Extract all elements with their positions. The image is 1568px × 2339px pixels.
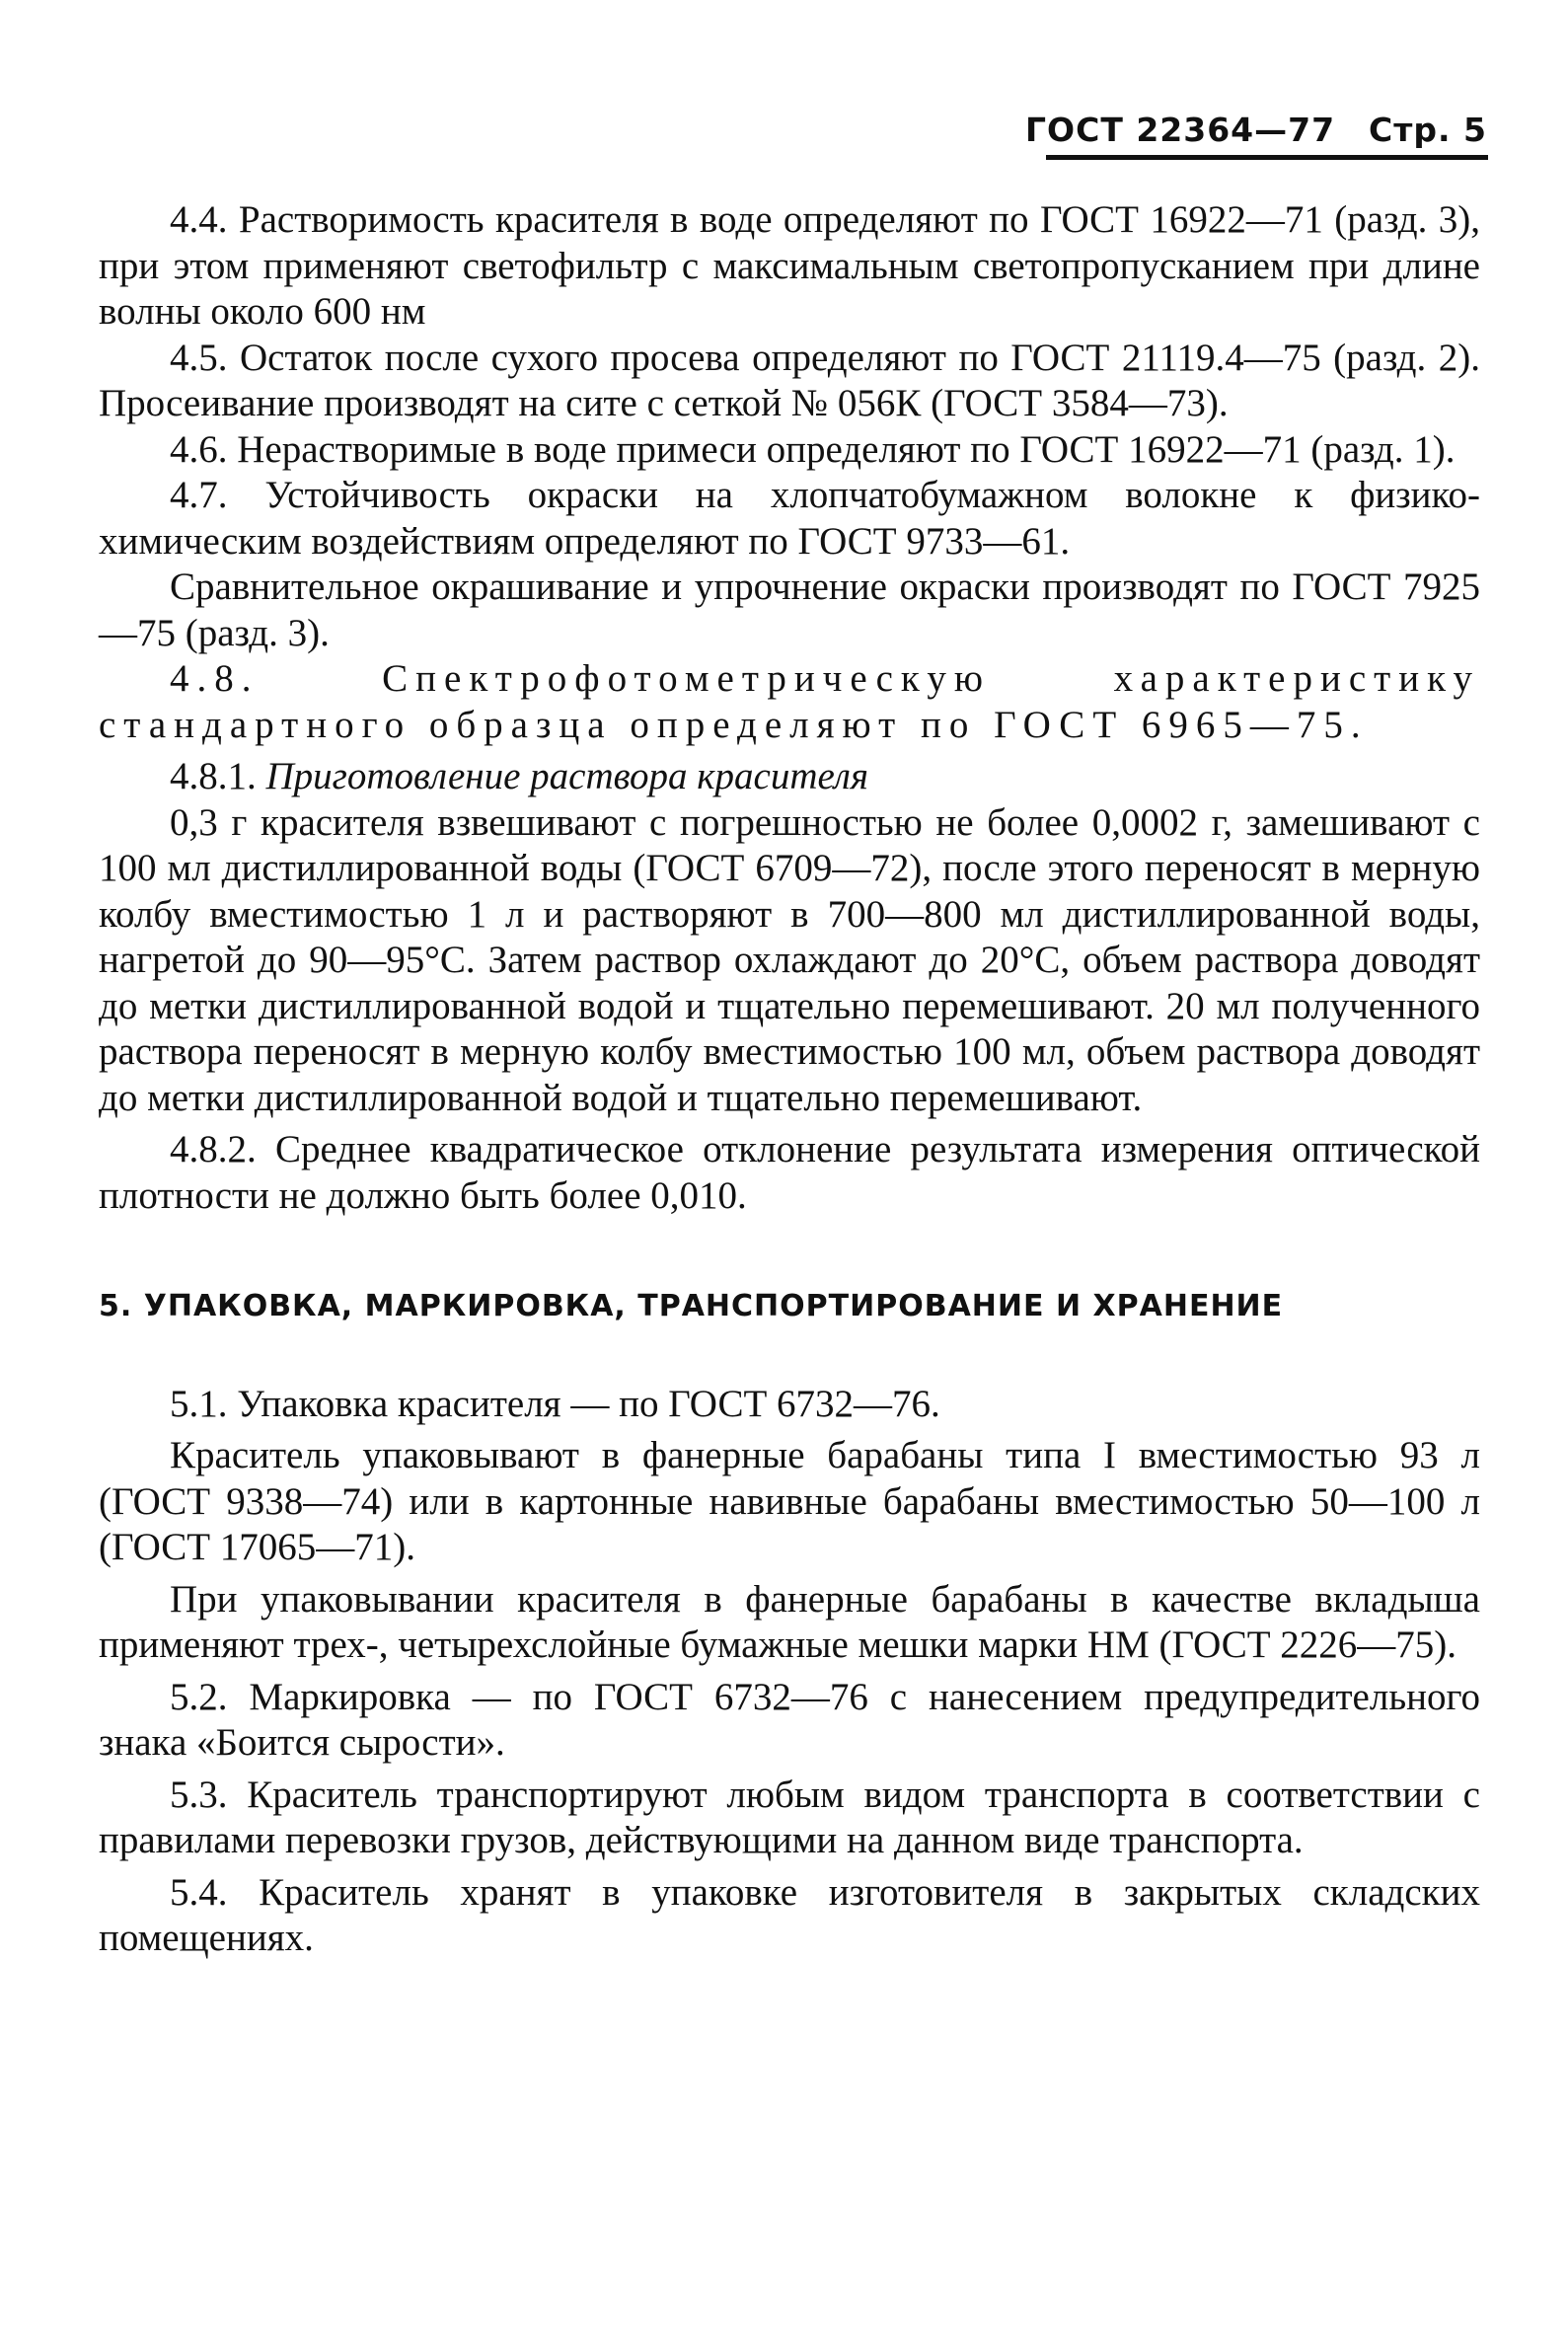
clause-4-8-1-number: 4.8.1.	[170, 755, 257, 797]
section-5-title: 5. УПАКОВКА, МАРКИРОВКА, ТРАНСПОРТИРОВАНИЕ И ХРАНЕНИЕ	[99, 1289, 1284, 1323]
clause-4-8-1-title: Приготовление раствора красителя	[265, 755, 868, 797]
page-header	[1025, 111, 1487, 149]
clause-4-6: 4.6. Нерастворимые в воде примеси определяют по ГОСТ 16922—71 (разд. 1).	[170, 427, 1456, 471]
clause-4-4: 4.4. Растворимость красителя в воде определяют по ГОСТ 16922—71 (разд. 3), при этом применяют светофильтр с максимальным светопропусканием при длине волны около 600 нм	[99, 198, 1480, 333]
header-rule	[1046, 155, 1488, 160]
clause-5-3: 5.3. Краситель транспортируют любым видом транспорта в соответствии с правилами перевозки грузов, действующими на данном виде транспорта.	[99, 1773, 1480, 1861]
page-number: Стр. 5	[1369, 111, 1487, 149]
clause-5-4: 5.4. Краситель хранят в упаковке изготовителя в закрытых складских помещениях.	[99, 1870, 1480, 1959]
clause-5-2: 5.2. Маркировка — по ГОСТ 6732—76 с нанесением предупредительного знака «Боится сырости».	[99, 1675, 1480, 1764]
clause-5-1-drums: Краситель упаковывают в фанерные барабаны типа I вместимостью 93 л (ГОСТ 9338—74) или в картонные навивные барабаны вместимостью 50—100 л (ГОСТ 17065—71).	[99, 1434, 1480, 1568]
clause-4-7-comparative: Сравнительное окрашивание и упрочнение окраски производят по ГОСТ 7925—75 (разд. 3).	[99, 566, 1480, 654]
clause-4-5: 4.5. Остаток после сухого просева определяют по ГОСТ 21119.4—75 (разд. 2). Просеивание производят на сите с сеткой № 056К (ГОСТ 3584—73).	[99, 336, 1480, 424]
clause-5-1: 5.1. Упаковка красителя — по ГОСТ 6732—76.	[170, 1382, 940, 1425]
clause-4-8-2: 4.8.2. Среднее квадратическое отклонение результата измерения оптической плотности не должно быть более 0,010.	[99, 1128, 1480, 1217]
clause-4-8-1-text: 0,3 г красителя взвешивают с погрешностью не более 0,0002 г, замешивают с 100 мл дистиллированной воды (ГОСТ 6709—72), после этого переносят в мерную колбу вместимостью 1 л и растворяют в 700—800 мл дистиллированной воды, нагретой до 90—95°С. Затем раствор охлаждают до 20°С, объем раствора доводят до метки дистиллированной водой и тщательно перемешивают. 20 мл полученного раствора переносят в мерную колбу вместимостью 100 мл, объем раствора доводят до метки дистиллированной водой и тщательно перемешивают.	[99, 800, 1480, 1119]
clause-5-1-liner: При упаковывании красителя в фанерные барабаны в качестве вкладыша применяют трех-, четырехслойные бумажные мешки марки НМ (ГОСТ 2226—75).	[99, 1577, 1480, 1666]
clause-4-8: 4.8. Спектрофотометрическую характеристику стандартного образца определяют по ГОСТ 6965—75.	[99, 657, 1480, 746]
document-body	[99, 197, 1480, 1962]
clause-4-7: 4.7. Устойчивость окраски на хлопчатобумажном волокне к физико-химическим воздействиям определяют по ГОСТ 9733—61.	[99, 474, 1480, 563]
standard-number: ГОСТ 22364—77	[1025, 111, 1336, 149]
clause-4-8-1-heading	[99, 754, 1480, 800]
